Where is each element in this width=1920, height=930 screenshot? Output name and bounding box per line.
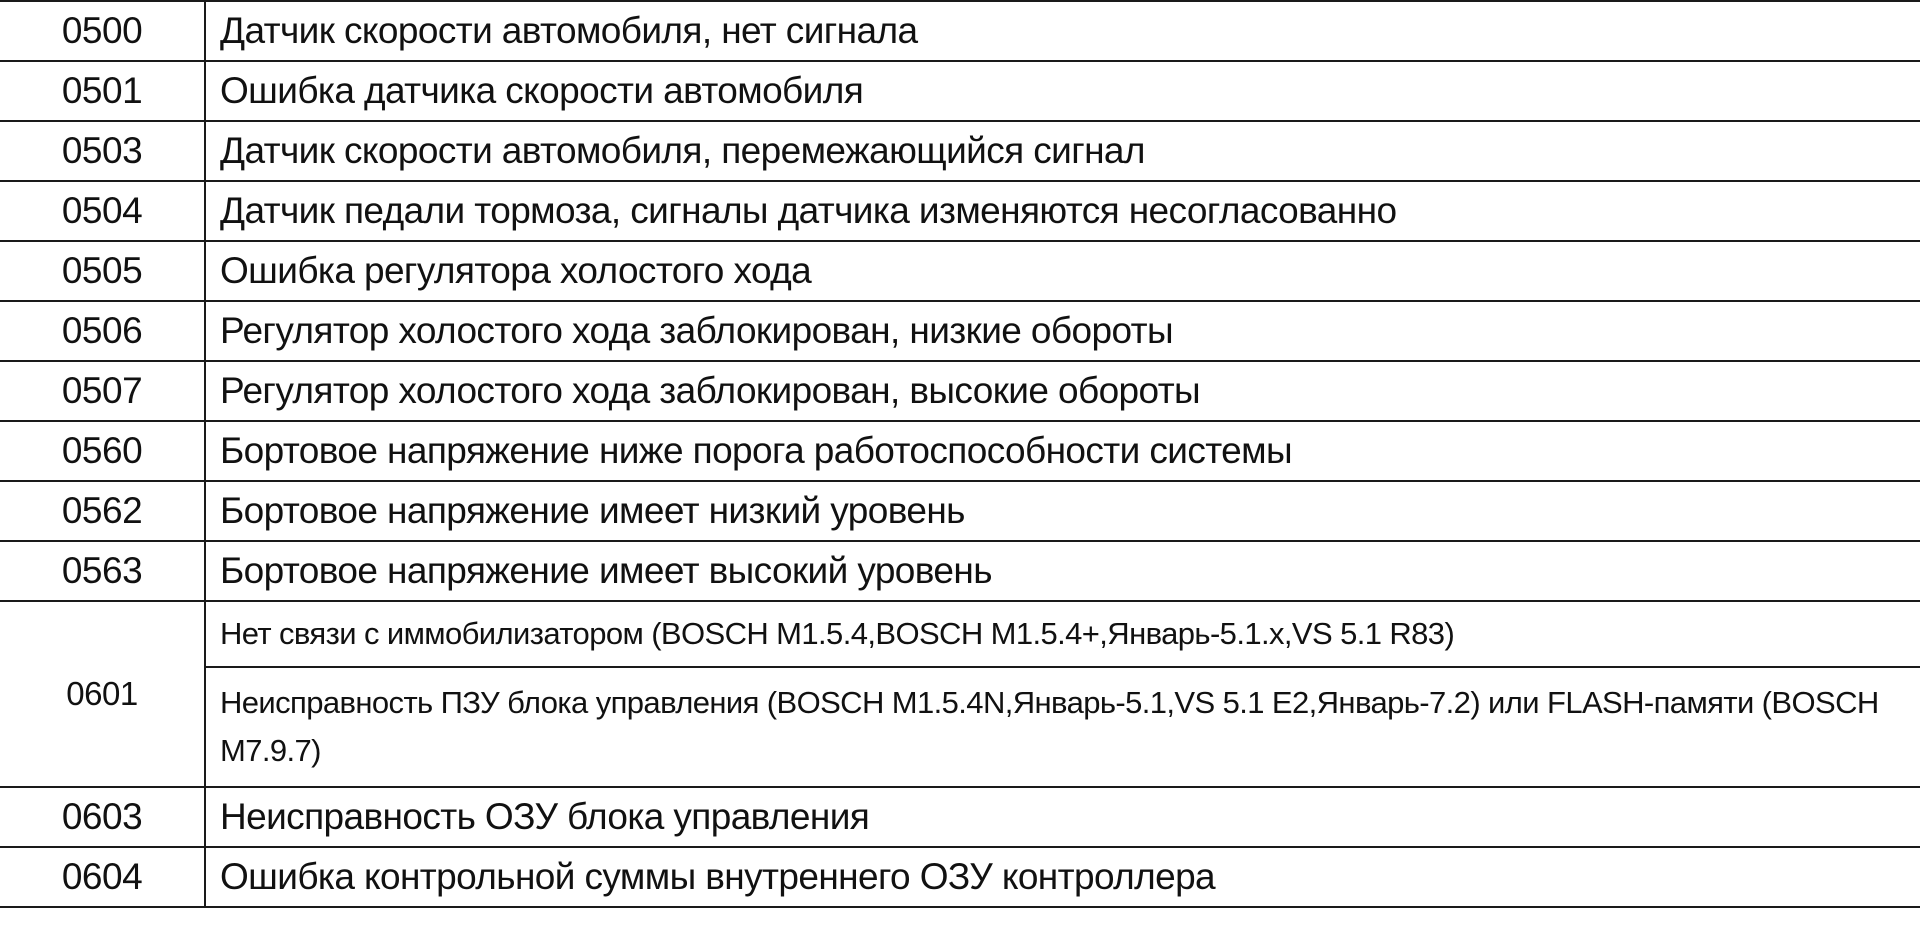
error-code: 0505 <box>0 241 205 301</box>
error-description: Неисправность ПЗУ блока управления (BOSCH M1.5.4N,Январь-5.1,VS 5.1 E2,Январь-7.2) или FLASH-памяти (BOSCH M7.9.7) <box>205 667 1920 787</box>
error-description: Регулятор холостого хода заблокирован, высокие обороты <box>205 361 1920 421</box>
error-code: 0507 <box>0 361 205 421</box>
error-code: 0562 <box>0 481 205 541</box>
table-row <box>0 301 1920 361</box>
error-code: 0506 <box>0 301 205 361</box>
table-row <box>0 421 1920 481</box>
table-row <box>0 241 1920 301</box>
table-row <box>0 847 1920 907</box>
error-description: Неисправность ОЗУ блока управления <box>205 787 1920 847</box>
error-code: 0560 <box>0 421 205 481</box>
error-code: 0603 <box>0 787 205 847</box>
table-row <box>0 121 1920 181</box>
error-code: 0563 <box>0 541 205 601</box>
error-description: Бортовое напряжение имеет высокий уровень <box>205 541 1920 601</box>
table-row <box>0 787 1920 847</box>
error-description: Ошибка регулятора холостого хода <box>205 241 1920 301</box>
table-row <box>0 667 1920 787</box>
table-row <box>0 181 1920 241</box>
error-code: 0503 <box>0 121 205 181</box>
error-description: Ошибка датчика скорости автомобиля <box>205 61 1920 121</box>
error-description: Бортовое напряжение имеет низкий уровень <box>205 481 1920 541</box>
error-description: Датчик педали тормоза, сигналы датчика изменяются несогласованно <box>205 181 1920 241</box>
error-description: Датчик скорости автомобиля, нет сигнала <box>205 1 1920 61</box>
error-description: Ошибка контрольной суммы внутреннего ОЗУ контроллера <box>205 847 1920 907</box>
error-code: 0500 <box>0 1 205 61</box>
error-code: 0501 <box>0 61 205 121</box>
table-row <box>0 601 1920 667</box>
error-code: 0601 <box>0 601 205 787</box>
error-description: Бортовое напряжение ниже порога работоспособности системы <box>205 421 1920 481</box>
table-row <box>0 61 1920 121</box>
error-description: Датчик скорости автомобиля, перемежающийся сигнал <box>205 121 1920 181</box>
error-code: 0604 <box>0 847 205 907</box>
error-description: Регулятор холостого хода заблокирован, низкие обороты <box>205 301 1920 361</box>
error-description: Нет связи с иммобилизатором (BOSCH M1.5.4,BOSCH M1.5.4+,Январь-5.1.x,VS 5.1 R83) <box>205 601 1920 667</box>
table-row <box>0 1 1920 61</box>
table-row <box>0 541 1920 601</box>
table-row <box>0 481 1920 541</box>
error-code: 0504 <box>0 181 205 241</box>
table-row <box>0 361 1920 421</box>
